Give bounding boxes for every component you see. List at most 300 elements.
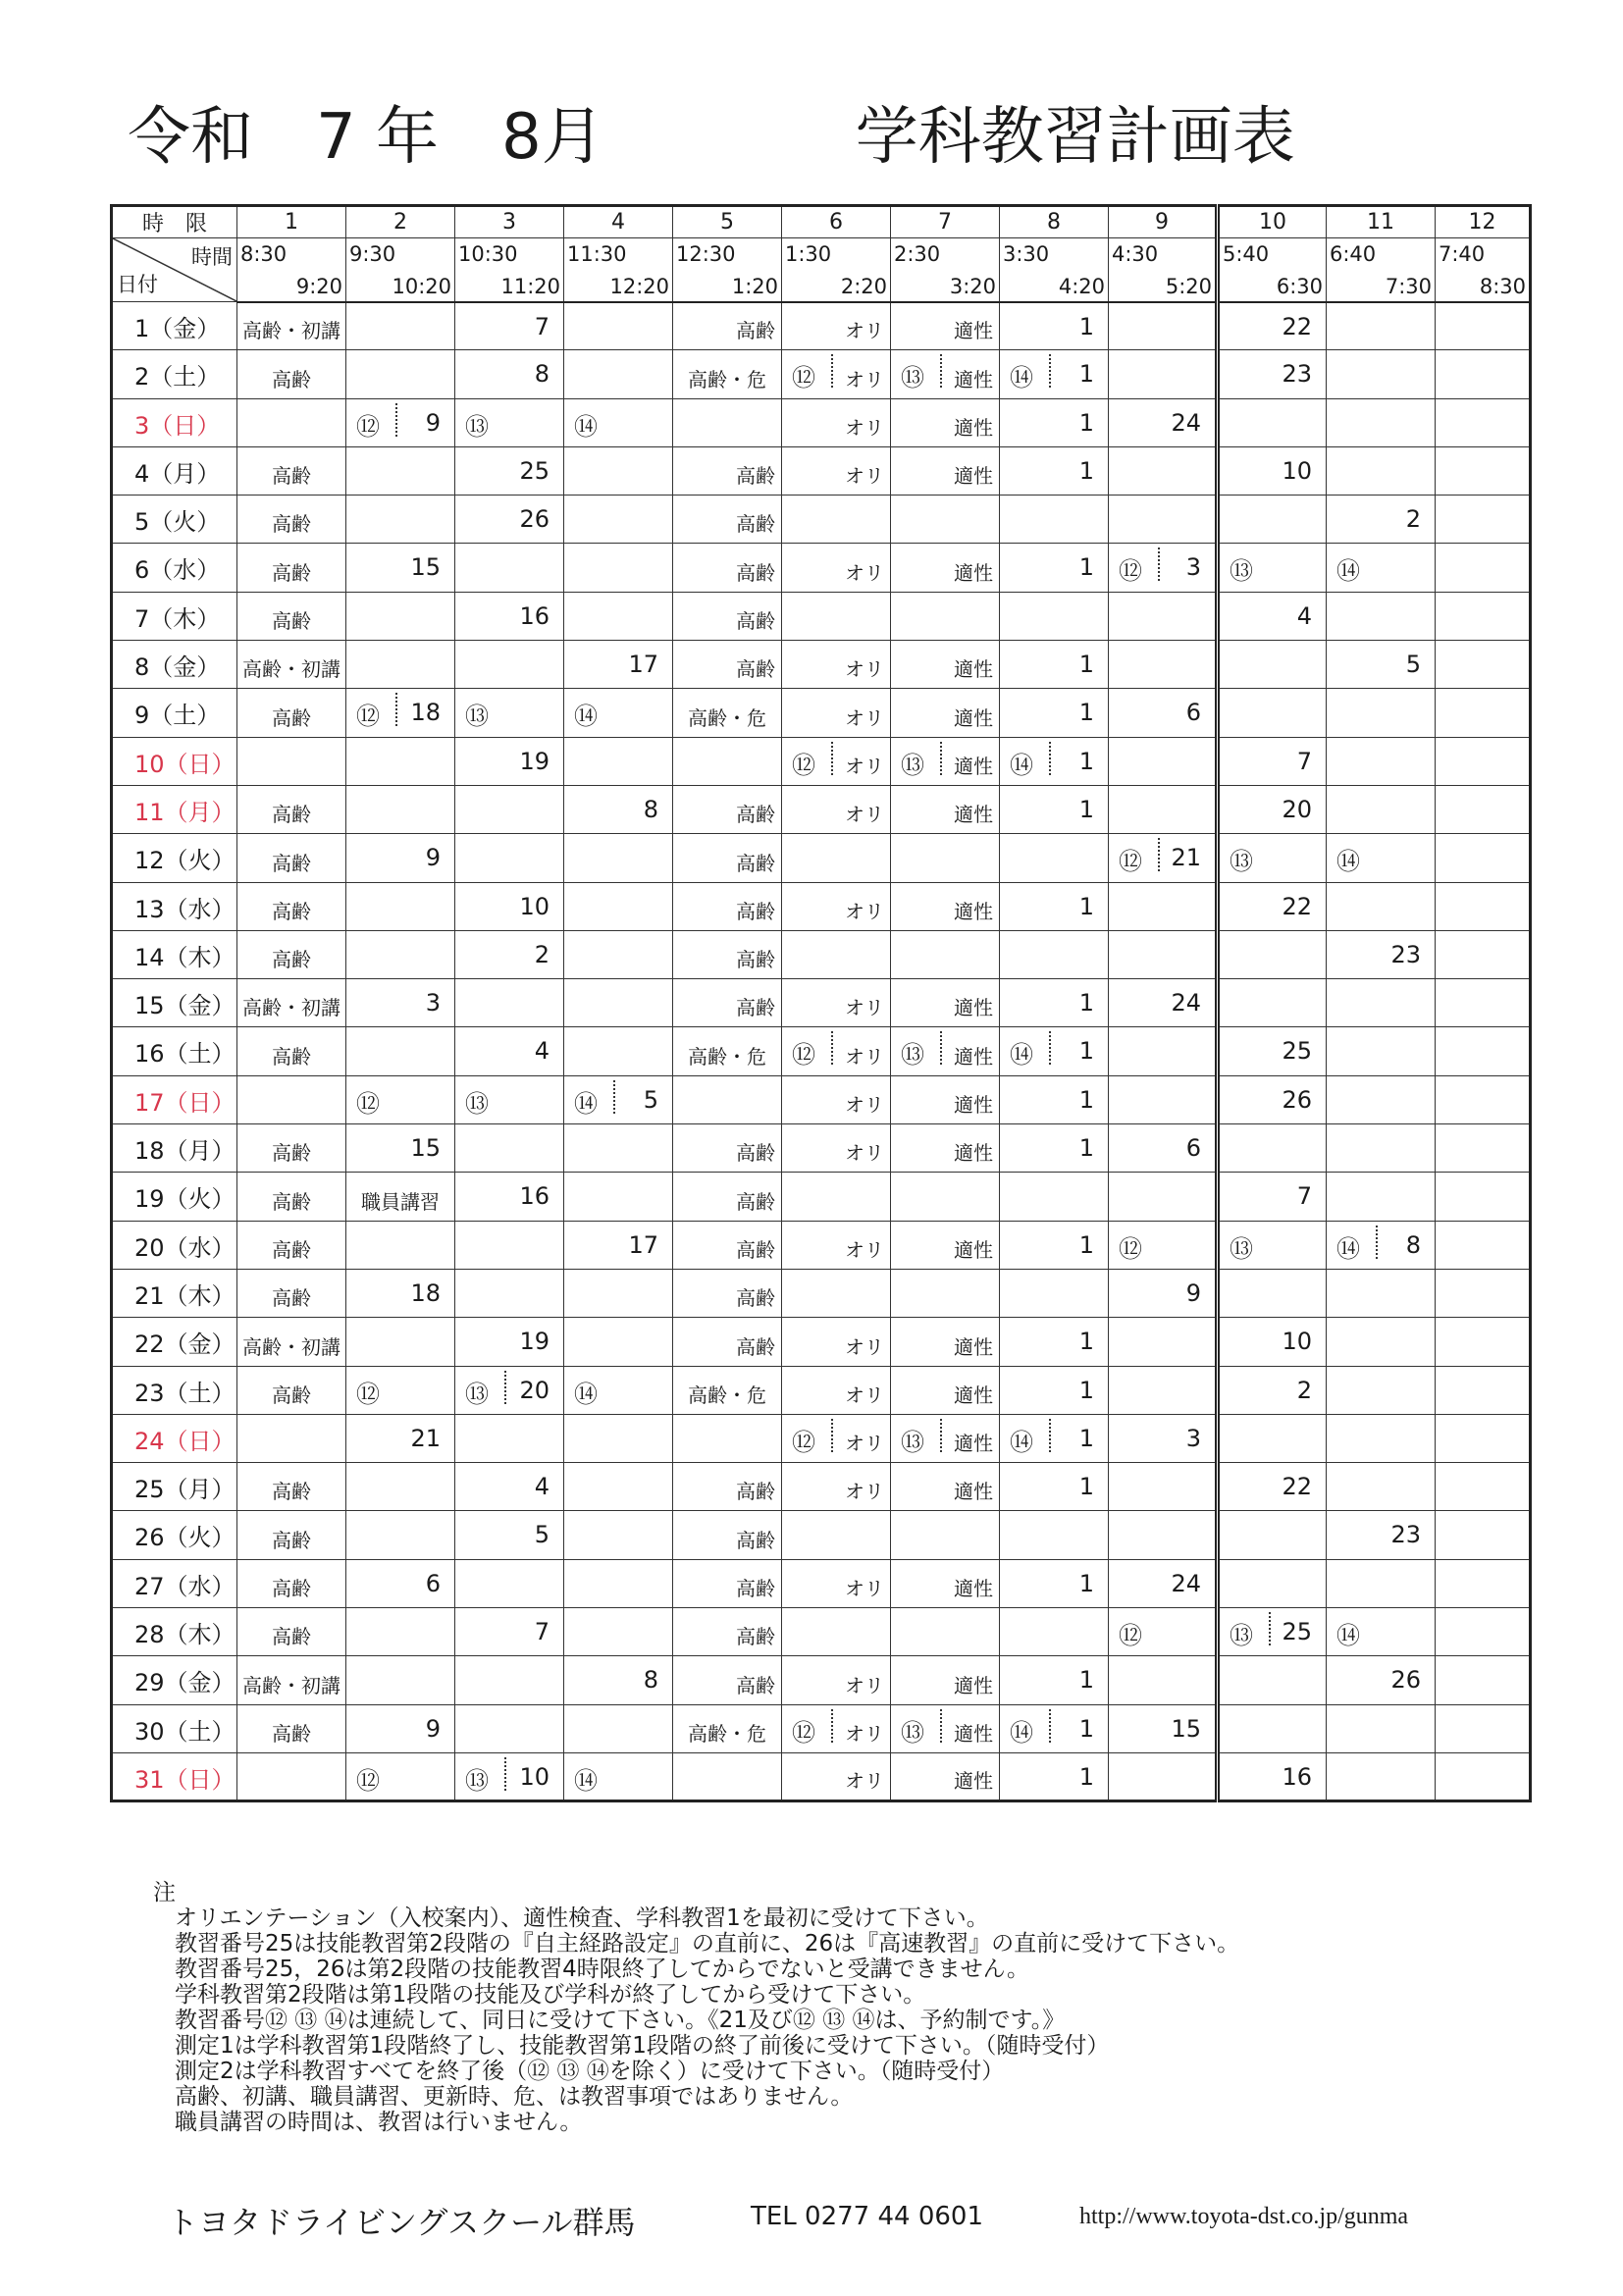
dotted-divider: [613, 1080, 615, 1114]
lesson-note: 高齢: [736, 1625, 775, 1649]
lesson-note: オリ: [845, 899, 884, 923]
schedule-cell: [237, 1608, 346, 1656]
schedule-cell: [1327, 1414, 1436, 1462]
schedule-cell: [673, 1752, 782, 1800]
lesson-number: 1: [1078, 747, 1094, 775]
schedule-cell: [346, 1075, 455, 1123]
lesson-number: 18: [410, 1278, 441, 1307]
lesson-circled-number: ⑬: [1230, 1622, 1253, 1650]
schedule-cell: [237, 979, 346, 1027]
schedule-cell: [564, 1704, 673, 1752]
schedule-cell: [1218, 689, 1327, 737]
schedule-cell: [1000, 1124, 1109, 1173]
schedule-cell: [891, 1752, 1000, 1800]
schedule-cell: [237, 882, 346, 930]
dotted-divider: [504, 1371, 506, 1404]
lesson-note: 適性: [954, 415, 993, 440]
date-label: 10（日）: [134, 750, 236, 778]
lesson-note: オリ: [845, 464, 884, 489]
schedule-cell: [1218, 1752, 1327, 1800]
day-row: [112, 592, 1531, 640]
lesson-note: 高齢: [736, 1528, 775, 1552]
schedule-cell: [782, 1269, 891, 1317]
date-cell: [112, 1656, 237, 1704]
lesson-note: オリ: [845, 1383, 884, 1407]
lesson-number: 4: [534, 1037, 550, 1066]
schedule-cell: [564, 302, 673, 350]
schedule-cell: [1436, 1752, 1531, 1800]
date-label: 12（火）: [134, 847, 236, 875]
schedule-cell: [455, 544, 564, 592]
schedule-cell: [1000, 641, 1109, 689]
lesson-number: 20: [519, 1376, 550, 1404]
period-time-cell: [782, 238, 891, 271]
schedule-cell: [891, 544, 1000, 592]
period-header-label: 時 限: [112, 206, 237, 238]
date-cell: [112, 1173, 237, 1221]
schedule-cell: [564, 930, 673, 978]
period-start-time: 3:30: [1003, 242, 1050, 266]
lesson-number: 1: [1078, 1085, 1094, 1114]
lesson-number: 1: [1078, 360, 1094, 389]
date-cell: [112, 1075, 237, 1123]
lesson-number: 26: [1390, 1666, 1421, 1695]
schedule-cell: [673, 689, 782, 737]
lesson-number: 1: [1078, 408, 1094, 437]
schedule-cell: [237, 1027, 346, 1075]
schedule-cell: [1109, 1075, 1218, 1123]
schedule-cell: [782, 689, 891, 737]
lesson-note: 適性: [954, 464, 993, 489]
schedule-cell: [564, 1318, 673, 1366]
schedule-cell: [1109, 689, 1218, 737]
time-label: 時間: [191, 245, 233, 269]
schedule-cell: [455, 496, 564, 544]
schedule-cell: [564, 1366, 673, 1414]
period-time-cell: [1436, 238, 1531, 271]
lesson-number: 1: [1078, 651, 1094, 679]
lesson-number: 3: [1185, 553, 1201, 582]
day-row: [112, 689, 1531, 737]
lesson-circled-number: ⑭: [1336, 1234, 1360, 1263]
lesson-number: 25: [1282, 1618, 1312, 1646]
schedule-cell: [891, 785, 1000, 833]
schedule-cell: [1436, 737, 1531, 785]
date-cell: [112, 1366, 237, 1414]
lesson-note: 高齢: [272, 899, 311, 923]
schedule-cell: [673, 930, 782, 978]
header-row-periods: [112, 206, 1531, 238]
lesson-circled-number: ⑭: [574, 1089, 598, 1118]
lesson-number: 4: [1296, 601, 1312, 630]
schedule-cell: [564, 1027, 673, 1075]
lesson-note: オリ: [845, 1577, 884, 1601]
lesson-note: 高齢: [736, 1480, 775, 1504]
schedule-cell: [1109, 1027, 1218, 1075]
schedule-cell: [346, 1656, 455, 1704]
schedule-cell: [891, 689, 1000, 737]
date-cell: [112, 1221, 237, 1269]
schedule-cell: [237, 302, 346, 350]
lesson-note: 高齢・危: [688, 367, 766, 391]
note-line: 測定2は学科教習すべてを終了後（⑫ ⑬ ⑭を除く）に受けて下さい。（随時受付）: [175, 2059, 1005, 2084]
schedule-cell: [1327, 1656, 1436, 1704]
lesson-number: 10: [519, 892, 550, 920]
period-time-cell: [673, 238, 782, 271]
lesson-circled-number: ⑬: [465, 703, 489, 731]
schedule-cell: [1218, 641, 1327, 689]
schedule-cell: [1327, 689, 1436, 737]
lesson-note: 高齢: [272, 1577, 311, 1601]
lesson-circled-number: ⑭: [1010, 1041, 1033, 1070]
period-time-cell: [455, 238, 564, 271]
lesson-note: 適性: [954, 367, 993, 391]
date-label: 14（木）: [134, 943, 236, 971]
lesson-note: オリ: [845, 1093, 884, 1118]
dotted-divider: [504, 1757, 506, 1791]
lesson-circled-number: ⑫: [792, 364, 815, 392]
lesson-note: 高齢: [272, 609, 311, 634]
time-date-corner: [112, 238, 237, 302]
schedule-cell: [1327, 1608, 1436, 1656]
lesson-note: 高齢: [736, 899, 775, 923]
day-row: [112, 544, 1531, 592]
period-number: 2: [346, 206, 455, 238]
schedule-cell: [1218, 1656, 1327, 1704]
schedule-cell: [1436, 1221, 1531, 1269]
day-row: [112, 1559, 1531, 1607]
schedule-cell: [237, 1511, 346, 1559]
schedule-cell: [1436, 1124, 1531, 1173]
period-number: 10: [1218, 206, 1327, 238]
schedule-cell: [1000, 1511, 1109, 1559]
lesson-note: 高齢: [736, 512, 775, 537]
lesson-number: 8: [534, 360, 550, 389]
schedule-cell: [455, 1656, 564, 1704]
schedule-cell: [1000, 1173, 1109, 1221]
schedule-cell: [564, 1608, 673, 1656]
lesson-circled-number: ⑫: [792, 1428, 815, 1456]
lesson-circled-number: ⑫: [792, 1718, 815, 1747]
lesson-note: 職員講習: [361, 1189, 440, 1214]
period-number: 5: [673, 206, 782, 238]
lesson-note: 高齢・初講: [242, 996, 340, 1020]
schedule-cell: [346, 350, 455, 398]
schedule-cell: [1109, 1414, 1218, 1462]
lesson-number: 4: [534, 1473, 550, 1501]
schedule-cell: [673, 1366, 782, 1414]
schedule-cell: [455, 592, 564, 640]
schedule-cell: [237, 1414, 346, 1462]
schedule-cell: [1000, 1656, 1109, 1704]
schedule-cell: [782, 592, 891, 640]
date-cell: [112, 1027, 237, 1075]
schedule-cell: [673, 544, 782, 592]
lesson-circled-number: ⑭: [1010, 364, 1033, 392]
lesson-number: 1: [1078, 1424, 1094, 1452]
lesson-number: 16: [1282, 1762, 1312, 1791]
lesson-note: オリ: [845, 1334, 884, 1359]
schedule-cell: [782, 1027, 891, 1075]
schedule-cell: [346, 882, 455, 930]
lesson-note: オリ: [845, 1480, 884, 1504]
schedule-cell: [455, 446, 564, 495]
schedule-cell: [1109, 834, 1218, 882]
schedule-cell: [237, 930, 346, 978]
schedule-cell: [455, 1221, 564, 1269]
schedule-cell: [564, 641, 673, 689]
lesson-number: 7: [1296, 747, 1312, 775]
schedule-cell: [564, 689, 673, 737]
schedule-cell: [564, 1124, 673, 1173]
schedule-cell: [1218, 1511, 1327, 1559]
dotted-divider: [1158, 548, 1160, 581]
lesson-circled-number: ⑫: [1119, 1234, 1142, 1263]
schedule-cell: [1109, 1366, 1218, 1414]
lesson-circled-number: ⑭: [1336, 848, 1360, 876]
schedule-cell: [455, 1366, 564, 1414]
schedule-cell: [782, 785, 891, 833]
date-cell: [112, 882, 237, 930]
lesson-circled-number: ⑭: [574, 1766, 598, 1795]
lesson-number: 1: [1078, 1376, 1094, 1404]
schedule-cell: [346, 1752, 455, 1800]
date-label: 5（火）: [134, 508, 221, 537]
schedule-cell: [455, 1704, 564, 1752]
lesson-number: 26: [519, 505, 550, 534]
lesson-note: 高齢: [736, 319, 775, 343]
schedule-cell: [782, 302, 891, 350]
lesson-circled-number: ⑭: [1336, 557, 1360, 586]
schedule-cell: [673, 1124, 782, 1173]
schedule-cell: [1327, 1221, 1436, 1269]
schedule-cell: [237, 1318, 346, 1366]
schedule-cell: [346, 1366, 455, 1414]
lesson-number: 22: [1282, 312, 1312, 340]
period-end-time: 5:20: [1165, 274, 1212, 298]
schedule-cell: [1218, 1269, 1327, 1317]
notes-section: [153, 1880, 1531, 2135]
schedule-cell: [1327, 1124, 1436, 1173]
date-cell: [112, 302, 237, 350]
schedule-cell: [1218, 1318, 1327, 1366]
schedule-cell: [1327, 785, 1436, 833]
lesson-number: 19: [519, 1328, 550, 1356]
schedule-cell: [673, 737, 782, 785]
schedule-cell: [1000, 1269, 1109, 1317]
lesson-number: 3: [425, 989, 441, 1018]
day-row: [112, 1704, 1531, 1752]
schedule-cell: [1327, 882, 1436, 930]
lesson-circled-number: ⑬: [1230, 557, 1253, 586]
lesson-number: 24: [1171, 1569, 1201, 1597]
period-time-cell: [782, 271, 891, 302]
schedule-cell: [1109, 1269, 1218, 1317]
lesson-note: 高齢: [272, 464, 311, 489]
period-number: 12: [1436, 206, 1531, 238]
schedule-cell: [891, 1414, 1000, 1462]
lesson-circled-number: ⑫: [792, 751, 815, 779]
schedule-cell: [237, 496, 346, 544]
schedule-cell: [1000, 1463, 1109, 1511]
schedule-cell: [1327, 592, 1436, 640]
telephone: TEL 0277 44 0601: [751, 2202, 984, 2231]
schedule-cell: [673, 350, 782, 398]
schedule-cell: [346, 302, 455, 350]
day-row: [112, 1414, 1531, 1462]
schedule-cell: [346, 398, 455, 446]
schedule-cell: [1218, 785, 1327, 833]
lesson-number: 10: [519, 1762, 550, 1791]
schedule-cell: [564, 1414, 673, 1462]
schedule-cell: [564, 834, 673, 882]
period-time-cell: [673, 271, 782, 302]
period-time-cell: [891, 238, 1000, 271]
schedule-cell: [1327, 350, 1436, 398]
lesson-note: 高齢: [736, 1237, 775, 1262]
lesson-note: オリ: [845, 367, 884, 391]
date-label: 30（土）: [134, 1717, 236, 1746]
schedule-cell: [891, 979, 1000, 1027]
lesson-number: 10: [1282, 456, 1312, 485]
schedule-cell: [1436, 1075, 1531, 1123]
schedule-cell: [782, 1752, 891, 1800]
lesson-number: 9: [425, 1714, 441, 1743]
date-label: 19（火）: [134, 1185, 236, 1214]
lesson-note: 高齢: [272, 1721, 311, 1746]
lesson-number: 1: [1078, 553, 1094, 582]
schedule-cell: [782, 979, 891, 1027]
lesson-number: 9: [425, 408, 441, 437]
schedule-cell: [891, 1221, 1000, 1269]
schedule-cell: [346, 1414, 455, 1462]
period-time-cell: [237, 238, 346, 271]
lesson-number: 2: [1296, 1376, 1312, 1404]
schedule-cell: [1000, 785, 1109, 833]
schedule-cell: [1000, 930, 1109, 978]
day-row: [112, 834, 1531, 882]
schedule-cell: [782, 1414, 891, 1462]
lesson-number: 17: [628, 1230, 658, 1259]
lesson-circled-number: ⑭: [1010, 751, 1033, 779]
day-row: [112, 398, 1531, 446]
lesson-note: 適性: [954, 657, 993, 682]
dotted-divider: [1049, 1031, 1051, 1065]
lesson-note: 適性: [954, 1673, 993, 1697]
day-row: [112, 641, 1531, 689]
schedule-cell: [455, 350, 564, 398]
note-line: 教習番号25，26は第2段階の技能教習4時限終了してからでないと受講できません。: [175, 1957, 1029, 1982]
period-time-cell: [564, 238, 673, 271]
date-cell: [112, 496, 237, 544]
schedule-cell: [782, 1463, 891, 1511]
date-label: 3（日）: [134, 411, 221, 440]
lesson-number: 1: [1078, 456, 1094, 485]
schedule-cell: [1436, 446, 1531, 495]
corner-wrap: [113, 238, 236, 301]
date-cell: [112, 785, 237, 833]
day-row: [112, 1608, 1531, 1656]
schedule-cell: [455, 785, 564, 833]
schedule-cell: [1218, 1414, 1327, 1462]
schedule-cell: [673, 592, 782, 640]
schedule-cell: [455, 302, 564, 350]
lesson-note: 適性: [954, 1237, 993, 1262]
lesson-number: 23: [1282, 360, 1312, 389]
schedule-cell: [891, 1366, 1000, 1414]
lesson-note: 高齢・初講: [242, 1334, 340, 1359]
note-line: 教習番号⑫ ⑬ ⑭は連続して、同日に受けて下さい。《21及び⑫ ⑬ ⑭は、予約制です。》: [175, 2008, 1066, 2033]
date-label: 21（木）: [134, 1281, 236, 1310]
schedule-cell: [891, 834, 1000, 882]
lesson-note: オリ: [845, 1721, 884, 1746]
period-start-time: 11:30: [567, 242, 627, 266]
lesson-number: 16: [519, 1182, 550, 1211]
schedule-cell: [782, 641, 891, 689]
schedule-cell: [346, 1124, 455, 1173]
schedule-cell: [1436, 785, 1531, 833]
period-time-cell: [346, 238, 455, 271]
lesson-number: 23: [1390, 940, 1421, 968]
dotted-divider: [940, 1031, 942, 1065]
day-row: [112, 1221, 1531, 1269]
period-number: 1: [237, 206, 346, 238]
schedule-cell: [346, 1173, 455, 1221]
schedule-cell: [1000, 882, 1109, 930]
schedule-cell: [1109, 1752, 1218, 1800]
schedule-cell: [1000, 1704, 1109, 1752]
lesson-number: 1: [1078, 699, 1094, 727]
dotted-divider: [831, 742, 833, 775]
lesson-number: 1: [1078, 1134, 1094, 1163]
schedule-cell: [673, 1414, 782, 1462]
schedule-cell: [1436, 1318, 1531, 1366]
schedule-cell: [1327, 1269, 1436, 1317]
dotted-divider: [1049, 354, 1051, 388]
dotted-divider: [831, 354, 833, 388]
schedule-cell: [564, 1511, 673, 1559]
schedule-cell: [1109, 930, 1218, 978]
schedule-cell: [782, 1608, 891, 1656]
schedule-cell: [1436, 1414, 1531, 1462]
schedule-cell: [346, 930, 455, 978]
schedule-cell: [1000, 302, 1109, 350]
schedule-cell: [455, 882, 564, 930]
schedule-cell: [782, 834, 891, 882]
schedule-cell: [891, 737, 1000, 785]
date-cell: [112, 1269, 237, 1317]
lesson-number: 21: [1171, 844, 1201, 872]
lesson-circled-number: ⑬: [465, 1089, 489, 1118]
schedule-cell: [891, 496, 1000, 544]
lesson-circled-number: ⑫: [792, 1041, 815, 1070]
lesson-circled-number: ⑭: [1010, 1718, 1033, 1747]
date-cell: [112, 1318, 237, 1366]
dotted-divider: [831, 1031, 833, 1065]
schedule-cell: [564, 592, 673, 640]
lesson-number: 21: [410, 1424, 441, 1452]
schedule-cell: [1218, 930, 1327, 978]
schedule-cell: [564, 882, 673, 930]
lesson-circled-number: ⑫: [1119, 848, 1142, 876]
schedule-cell: [346, 1704, 455, 1752]
period-time-cell: [1218, 238, 1327, 271]
date-label: 25（月）: [134, 1476, 236, 1504]
schedule-cell: [1327, 1075, 1436, 1123]
schedule-cell: [673, 398, 782, 446]
schedule-cell: [564, 1173, 673, 1221]
schedule-cell: [1436, 1656, 1531, 1704]
